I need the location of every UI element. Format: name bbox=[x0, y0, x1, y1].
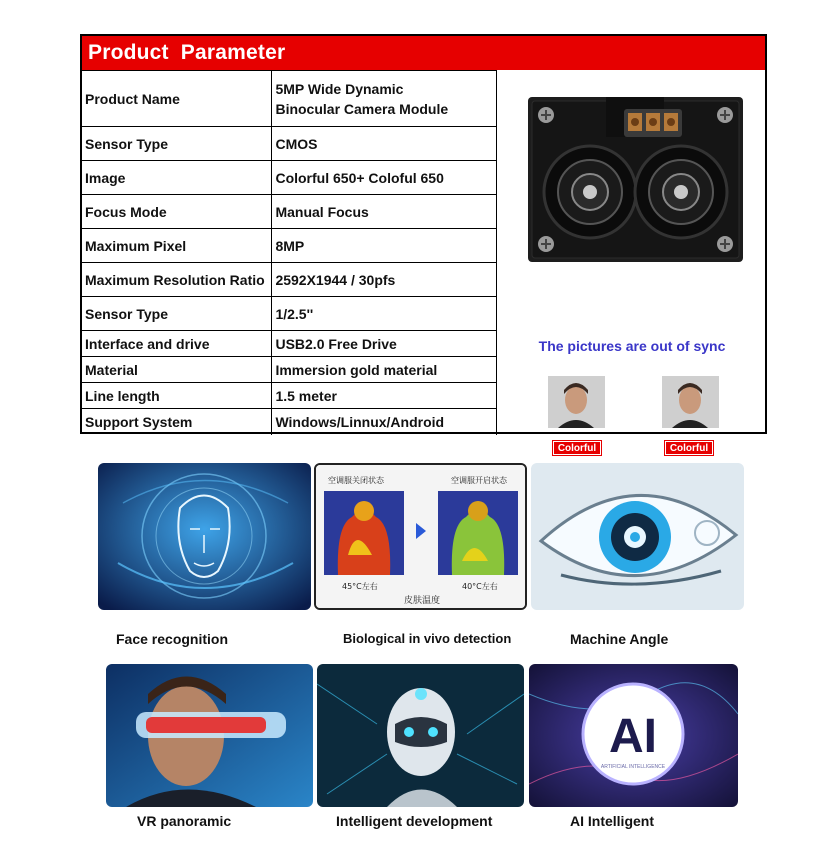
param-value: 1/2.5'' bbox=[272, 297, 497, 331]
colorful-badge: Colorful bbox=[553, 441, 601, 455]
param-value: Immersion gold material bbox=[272, 357, 497, 383]
binocular-camera-image bbox=[528, 97, 743, 262]
param-label: Material bbox=[82, 357, 272, 383]
caption-face-recognition: Face recognition bbox=[116, 631, 229, 647]
colorful-badge: Colorful bbox=[665, 441, 713, 455]
vr-panoramic-image bbox=[106, 664, 313, 807]
intelligent-development-image bbox=[317, 664, 524, 807]
param-label: Support System bbox=[82, 409, 272, 435]
param-value: Manual Focus bbox=[272, 195, 497, 229]
param-value: 1.5 meter bbox=[272, 383, 497, 409]
param-label: Sensor Type bbox=[82, 297, 272, 331]
thermal-left-title: 空调服关闭状态 bbox=[328, 476, 384, 485]
param-value: Windows/Linnux/Android bbox=[272, 409, 497, 435]
machine-eye-image bbox=[531, 463, 744, 610]
table-row bbox=[82, 331, 497, 357]
ai-logo-letters: AI bbox=[609, 710, 657, 763]
param-label: Maximum Resolution Ratio bbox=[82, 263, 272, 297]
param-label: Image bbox=[82, 161, 272, 195]
face-recognition-image bbox=[98, 463, 311, 610]
param-value: 2592X1944 / 30pfs bbox=[272, 263, 497, 297]
table-row bbox=[82, 297, 497, 331]
param-label: Maximum Pixel bbox=[82, 229, 272, 263]
table-row bbox=[82, 161, 497, 195]
parameter-table bbox=[82, 70, 497, 435]
param-value: Colorful 650+ Coloful 650 bbox=[272, 161, 497, 195]
table-row bbox=[82, 195, 497, 229]
thermal-right-temp: 40°C左右 bbox=[462, 582, 498, 591]
table-row bbox=[82, 263, 497, 297]
face-sample-image bbox=[662, 376, 719, 428]
ai-intelligent-image bbox=[529, 664, 738, 807]
param-label: Line length bbox=[82, 383, 272, 409]
caption-machine-angle: Machine Angle bbox=[570, 631, 669, 647]
product-parameter-panel bbox=[80, 34, 767, 454]
panel-title: Product Parameter bbox=[82, 36, 765, 70]
caption-biological-detection: Biological in vivo detection bbox=[343, 631, 512, 646]
param-value: 5MP Wide Dynamic Binocular Camera Module bbox=[272, 71, 497, 127]
caption-vr-panoramic: VR panoramic bbox=[137, 813, 232, 829]
table-row bbox=[82, 383, 497, 409]
param-value: USB2.0 Free Drive bbox=[272, 331, 497, 357]
caption-intelligent-development: Intelligent development bbox=[336, 813, 493, 829]
table-row bbox=[82, 127, 497, 161]
param-label: Sensor Type bbox=[82, 127, 272, 161]
param-value: CMOS bbox=[272, 127, 497, 161]
table-row bbox=[82, 409, 497, 435]
param-label: Product Name bbox=[82, 71, 272, 127]
param-label: Interface and drive bbox=[82, 331, 272, 357]
caption-ai-intelligent: AI Intelligent bbox=[570, 813, 654, 829]
table-row bbox=[82, 229, 497, 263]
thermal-left-temp: 45°C左右 bbox=[342, 582, 378, 591]
param-label: Focus Mode bbox=[82, 195, 272, 229]
param-value: 8MP bbox=[272, 229, 497, 263]
product-preview bbox=[497, 70, 767, 454]
table-row bbox=[82, 71, 497, 127]
table-row bbox=[82, 357, 497, 383]
ai-logo-tagline: ARTIFICIAL INTELLIGENCE bbox=[600, 764, 666, 770]
thermal-right-title: 空调服开启状态 bbox=[451, 476, 507, 485]
thermal-caption: 皮肤温度 bbox=[404, 596, 441, 606]
face-sample-image bbox=[548, 376, 605, 428]
thermal-detection-image bbox=[314, 463, 527, 610]
sync-note: The pictures are out of sync bbox=[538, 338, 726, 354]
